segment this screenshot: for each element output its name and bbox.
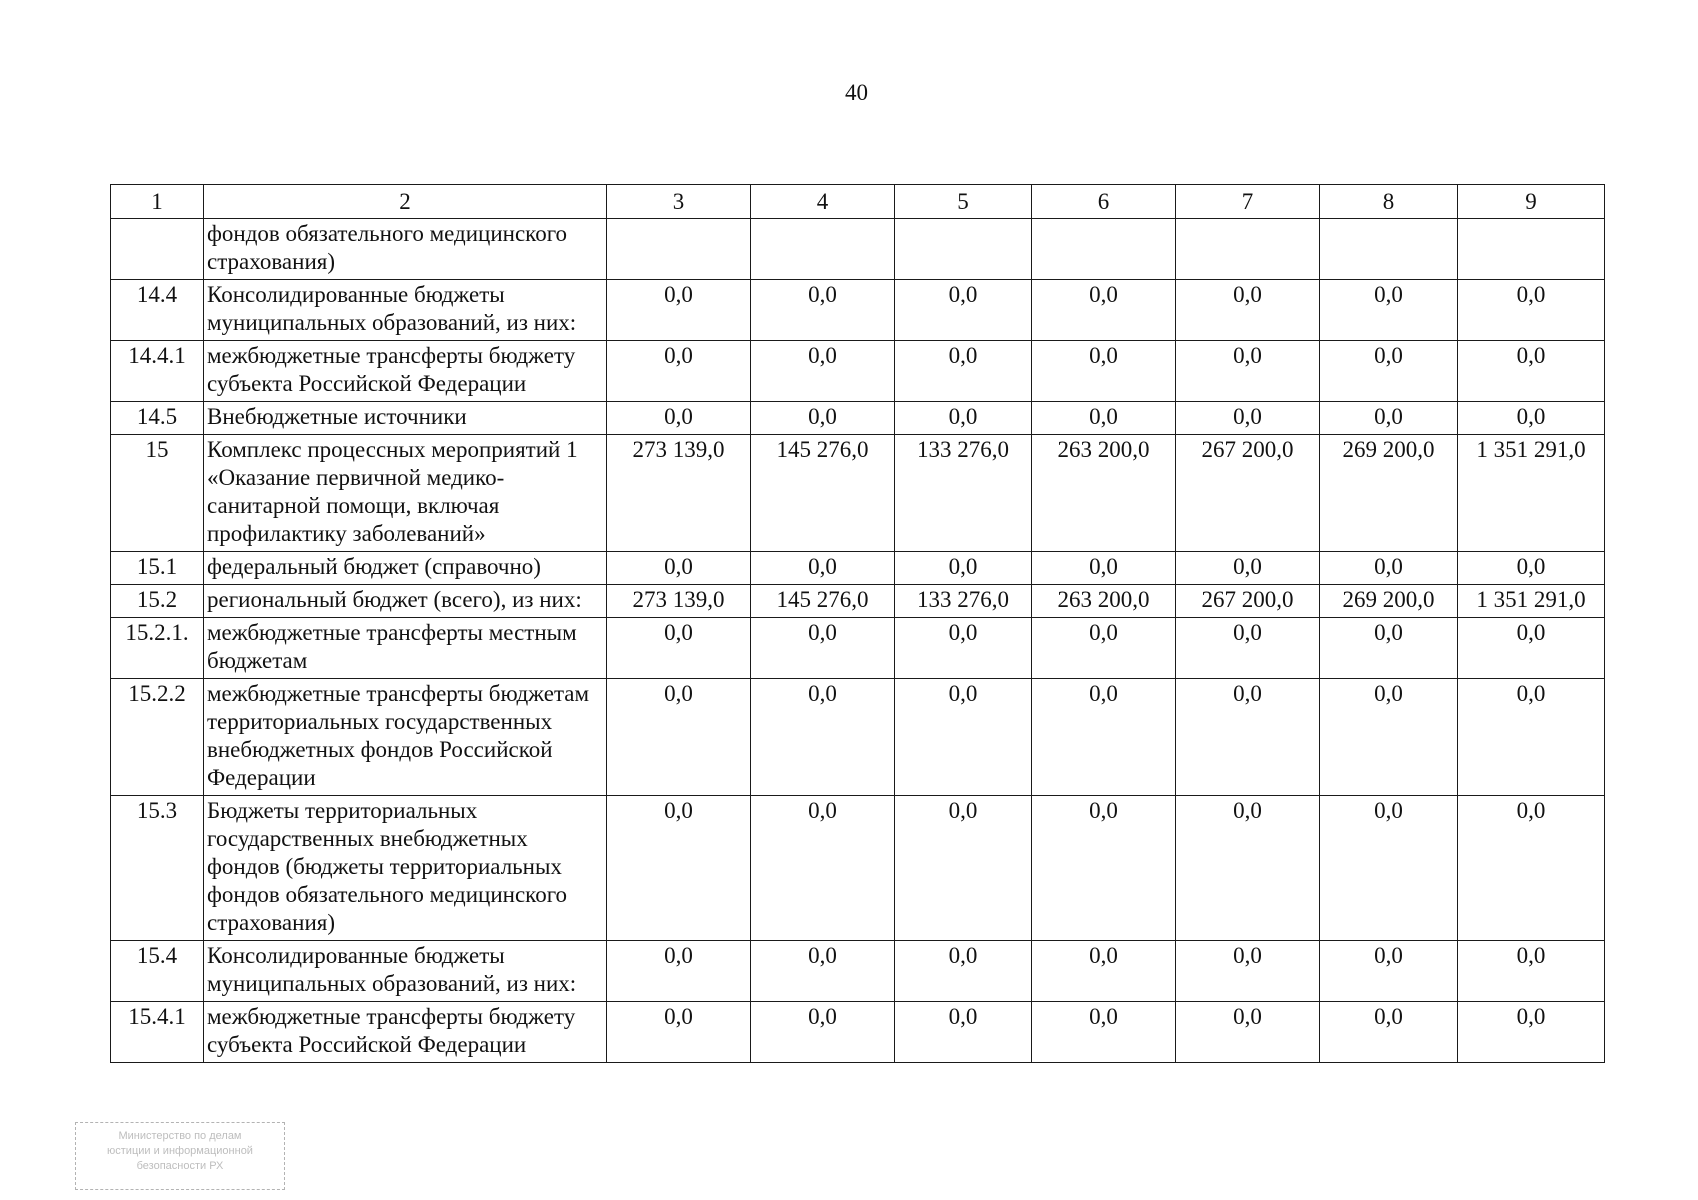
value-cell: 273 139,0 (607, 585, 751, 618)
value-cell: 0,0 (607, 796, 751, 941)
value-cell: 0,0 (607, 941, 751, 1002)
value-cell: 0,0 (1458, 941, 1605, 1002)
value-cell: 273 139,0 (607, 435, 751, 552)
value-cell (607, 219, 751, 280)
value-cell: 145 276,0 (751, 585, 895, 618)
value-cell: 0,0 (895, 402, 1032, 435)
table-row (111, 585, 1605, 618)
value-cell: 0,0 (1032, 280, 1176, 341)
value-cell: 0,0 (751, 552, 895, 585)
value-cell (1320, 219, 1458, 280)
page-number: 40 (845, 80, 868, 105)
value-cell: 0,0 (1176, 941, 1320, 1002)
stamp-line: безопасности РХ (136, 1160, 224, 1172)
value-cell: 0,0 (751, 402, 895, 435)
row-number-cell: 14.5 (111, 402, 204, 435)
value-cell: 269 200,0 (1320, 435, 1458, 552)
column-number-row (111, 185, 1605, 219)
value-cell: 0,0 (1032, 402, 1176, 435)
budget-table (110, 184, 1605, 1063)
value-cell: 0,0 (1458, 402, 1605, 435)
column-header: 9 (1458, 185, 1605, 219)
value-cell: 0,0 (1176, 796, 1320, 941)
row-name-cell: межбюджетные трансферты бюджету субъекта Российской Федерации (204, 1002, 607, 1063)
value-cell: 0,0 (1320, 796, 1458, 941)
value-cell: 0,0 (1032, 796, 1176, 941)
value-cell: 0,0 (751, 796, 895, 941)
value-cell: 1 351 291,0 (1458, 435, 1605, 552)
value-cell: 0,0 (1320, 402, 1458, 435)
stamp-line: юстиции и информационной (107, 1145, 253, 1157)
value-cell (1032, 219, 1176, 280)
value-cell: 0,0 (1032, 341, 1176, 402)
value-cell: 133 276,0 (895, 435, 1032, 552)
value-cell: 0,0 (895, 796, 1032, 941)
row-name-cell: Внебюджетные источники (204, 402, 607, 435)
value-cell: 0,0 (1032, 552, 1176, 585)
value-cell: 0,0 (1458, 618, 1605, 679)
table-row (111, 435, 1605, 552)
row-name-cell: Консолидированные бюджеты муниципальных образований, из них: (204, 941, 607, 1002)
value-cell (895, 219, 1032, 280)
value-cell: 0,0 (1458, 679, 1605, 796)
value-cell: 0,0 (751, 1002, 895, 1063)
value-cell: 0,0 (1176, 618, 1320, 679)
row-number-cell: 15.2.2 (111, 679, 204, 796)
value-cell: 0,0 (1458, 796, 1605, 941)
value-cell: 133 276,0 (895, 585, 1032, 618)
value-cell: 0,0 (751, 280, 895, 341)
row-number-cell (111, 219, 204, 280)
row-name-cell: региональный бюджет (всего), из них: (204, 585, 607, 618)
value-cell: 0,0 (607, 679, 751, 796)
row-name-cell: Консолидированные бюджеты муниципальных образований, из них: (204, 280, 607, 341)
value-cell: 0,0 (607, 280, 751, 341)
column-header: 8 (1320, 185, 1458, 219)
value-cell: 0,0 (1032, 941, 1176, 1002)
table-row (111, 552, 1605, 585)
value-cell: 0,0 (1176, 679, 1320, 796)
value-cell: 0,0 (751, 679, 895, 796)
row-number-cell: 15.4 (111, 941, 204, 1002)
value-cell: 0,0 (607, 1002, 751, 1063)
column-header: 2 (204, 185, 607, 219)
row-name-cell: Комплекс процессных мероприятий 1 «Оказание первичной медико-санитарной помощи, включая профилактику заболеваний» (204, 435, 607, 552)
column-header: 6 (1032, 185, 1176, 219)
row-name-cell: фондов обязательного медицинского страхования) (204, 219, 607, 280)
value-cell: 269 200,0 (1320, 585, 1458, 618)
value-cell: 0,0 (1458, 341, 1605, 402)
row-number-cell: 15 (111, 435, 204, 552)
value-cell: 0,0 (1032, 618, 1176, 679)
column-header: 4 (751, 185, 895, 219)
table-row (111, 796, 1605, 941)
row-name-cell: межбюджетные трансферты местным бюджетам (204, 618, 607, 679)
value-cell: 0,0 (895, 552, 1032, 585)
value-cell: 0,0 (1320, 618, 1458, 679)
value-cell: 0,0 (1320, 280, 1458, 341)
row-number-cell: 15.2 (111, 585, 204, 618)
row-number-cell: 15.3 (111, 796, 204, 941)
registration-stamp (75, 1122, 285, 1190)
value-cell: 0,0 (1176, 402, 1320, 435)
value-cell (751, 219, 895, 280)
value-cell: 0,0 (1176, 1002, 1320, 1063)
value-cell: 0,0 (1320, 341, 1458, 402)
value-cell: 267 200,0 (1176, 585, 1320, 618)
table-row (111, 679, 1605, 796)
row-name-cell: межбюджетные трансферты бюджету субъекта Российской Федерации (204, 341, 607, 402)
value-cell: 0,0 (895, 341, 1032, 402)
value-cell: 0,0 (895, 1002, 1032, 1063)
value-cell: 145 276,0 (751, 435, 895, 552)
value-cell: 0,0 (1320, 1002, 1458, 1063)
value-cell: 0,0 (1458, 552, 1605, 585)
table-row (111, 219, 1605, 280)
value-cell: 0,0 (751, 941, 895, 1002)
column-header: 3 (607, 185, 751, 219)
row-number-cell: 15.2.1. (111, 618, 204, 679)
value-cell: 0,0 (1458, 1002, 1605, 1063)
value-cell (1458, 219, 1605, 280)
value-cell: 0,0 (1176, 341, 1320, 402)
value-cell: 0,0 (1032, 679, 1176, 796)
value-cell: 0,0 (1032, 1002, 1176, 1063)
value-cell: 0,0 (751, 618, 895, 679)
value-cell: 263 200,0 (1032, 435, 1176, 552)
value-cell (1176, 219, 1320, 280)
value-cell: 0,0 (607, 552, 751, 585)
stamp-line: Министерство по делам (118, 1130, 242, 1142)
value-cell: 0,0 (607, 341, 751, 402)
value-cell: 0,0 (607, 618, 751, 679)
value-cell: 0,0 (1458, 280, 1605, 341)
table-row (111, 402, 1605, 435)
value-cell: 267 200,0 (1176, 435, 1320, 552)
value-cell: 0,0 (1176, 280, 1320, 341)
table-row (111, 941, 1605, 1002)
value-cell: 0,0 (607, 402, 751, 435)
row-name-cell: федеральный бюджет (справочно) (204, 552, 607, 585)
value-cell: 263 200,0 (1032, 585, 1176, 618)
table-row (111, 1002, 1605, 1063)
value-cell: 0,0 (1320, 941, 1458, 1002)
value-cell: 0,0 (895, 280, 1032, 341)
value-cell: 0,0 (1176, 552, 1320, 585)
value-cell: 0,0 (895, 941, 1032, 1002)
column-header: 1 (111, 185, 204, 219)
table-row (111, 618, 1605, 679)
row-number-cell: 15.1 (111, 552, 204, 585)
value-cell: 0,0 (895, 679, 1032, 796)
row-number-cell: 14.4 (111, 280, 204, 341)
table-row (111, 341, 1605, 402)
value-cell: 0,0 (1320, 552, 1458, 585)
table-row (111, 280, 1605, 341)
row-number-cell: 15.4.1 (111, 1002, 204, 1063)
column-header: 5 (895, 185, 1032, 219)
value-cell: 0,0 (895, 618, 1032, 679)
row-number-cell: 14.4.1 (111, 341, 204, 402)
value-cell: 0,0 (751, 341, 895, 402)
row-name-cell: Бюджеты территориальных государственных внебюджетных фондов (бюджеты территориальных фондов обязательного медицинского страхования) (204, 796, 607, 941)
column-header: 7 (1176, 185, 1320, 219)
row-name-cell: межбюджетные трансферты бюджетам территориальных государственных внебюджетных фондов Российской Федерации (204, 679, 607, 796)
table-body (111, 219, 1605, 1063)
value-cell: 1 351 291,0 (1458, 585, 1605, 618)
value-cell: 0,0 (1320, 679, 1458, 796)
